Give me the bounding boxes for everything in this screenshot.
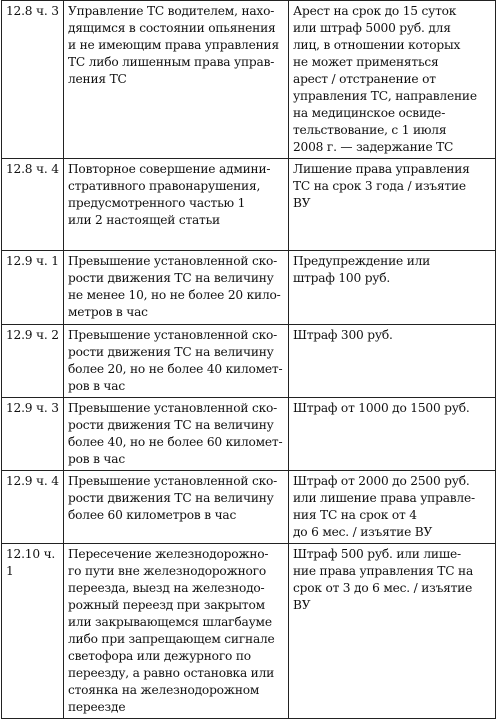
penalty-text: Штраф 300 руб. [293,328,393,342]
penalty-text: Штраф от 2000 до 2500 руб. или лишение права управле- ния ТС на срок от 4 до 6 мес. / изъятие ВУ [293,474,475,539]
violation-description: Превышение установленной ско- рости движения ТС на величину более 20, но не более 40 километ- ров в час [68,328,283,393]
table-row [2,398,496,471]
description-cell [64,1,289,159]
penalty-text: Арест на срок до 15 суток или штраф 5000 руб. для лиц, в отношении которых не может применяться арест / отстранение от управления ТС, направление на медицинское освиде- тельствование, с 1 июля 2008 г. — задержание ТС [293,4,477,154]
penalty-cell [289,325,496,398]
article-cell [2,325,64,398]
article-cell [2,159,64,251]
article-number: 12.9 ч. 3 [6,401,59,415]
violation-description: Превышение установленной ско- рости движения ТС на величину более 40, но не более 60 километ- ров в час [68,401,283,466]
violation-description: Повторное совершение админи- стративного правонарушения, предусмотренного частью 1 или 2 настоящей статьи [68,162,271,227]
description-cell [64,251,289,325]
description-cell [64,544,289,719]
penalty-cell [289,398,496,471]
fines-table [1,0,496,719]
penalty-text: Штраф от 1000 до 1500 руб. [293,401,470,415]
article-cell [2,544,64,719]
article-number: 12.8 ч. 3 [6,4,59,18]
table-row [2,471,496,544]
penalty-cell [289,1,496,159]
violation-description: Пересечение железнодорожно- го пути вне железнодорожного переезда, выезд на железнодо- рожный переезд при закрытом или закрывающемся шлагбауме либо при запрещающем сигнале светофора или дежурного по переезду, а равно остановка или стоянка на железнодорожном переезде [68,547,275,714]
table-row [2,251,496,325]
article-cell [2,251,64,325]
description-cell [64,159,289,251]
article-number: 12.9 ч. 1 [6,254,59,268]
article-cell [2,471,64,544]
article-number: 12.8 ч. 4 [6,162,59,176]
violation-description: Превышение установленной ско- рости движения ТС на величину не менее 10, но не более 20 кило- метров в час [68,254,281,319]
description-cell [64,398,289,471]
article-number: 12.10 ч. 1 [6,547,56,578]
penalty-text: Предупреждение или штраф 100 руб. [293,254,431,285]
table-row [2,544,496,719]
penalty-cell [289,251,496,325]
article-cell [2,1,64,159]
violation-description: Управление ТС водителем, нахо- дящимся в состоянии опьянения и не имеющим права управления ТС либо лишенным права управ- ления ТС [68,4,279,86]
table-row [2,1,496,159]
article-number: 12.9 ч. 4 [6,474,59,488]
penalty-text: Лишение права управления ТС на срок 3 года / изъятие ВУ [293,162,470,210]
description-cell [64,325,289,398]
penalty-text: Штраф 500 руб. или лише- ние права управления ТС на срок от 3 до 6 мес. / изъятие ВУ [293,547,474,612]
penalty-cell [289,544,496,719]
table-row [2,325,496,398]
table-row [2,159,496,251]
penalty-cell [289,159,496,251]
violation-description: Превышение установленной ско- рости движения ТС на величину более 60 километров в час [68,474,278,522]
article-cell [2,398,64,471]
penalty-cell [289,471,496,544]
description-cell [64,471,289,544]
article-number: 12.9 ч. 2 [6,328,59,342]
